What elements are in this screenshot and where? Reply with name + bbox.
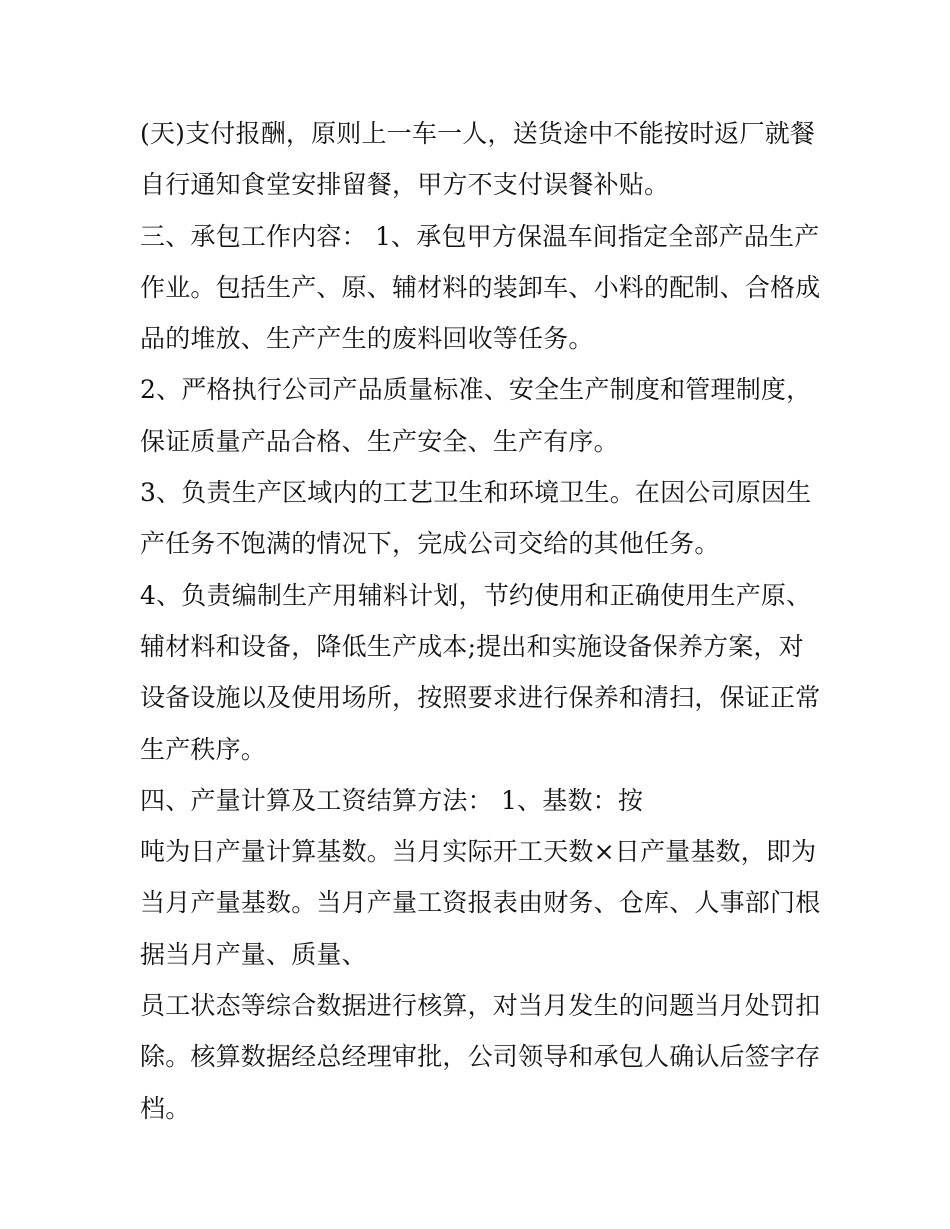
document-body xyxy=(140,108,820,1134)
text-line: 自行通知食堂安排留餐，甲方不支付误餐补贴。 xyxy=(140,170,670,200)
text-line: 2、严格执行公司产品质量标准、安全生产制度和管理制度， xyxy=(140,375,812,405)
text-line: 产任务不饱满的情况下，完成公司交给的其他任务。 xyxy=(140,529,720,559)
text-line: 3、负责生产区域内的工艺卫生和环境卫生。在因公司原因生 xyxy=(140,478,812,508)
text-line: 除。核算数据经总经理审批，公司领导和承包人确认后签字存 xyxy=(140,1042,821,1072)
text-line: 作业。包括生产、原、辅材料的装卸车、小料的配制、合格成 xyxy=(140,272,821,302)
section-heading-line: 四、产量计算及工资结算方法： 1、基数：按 xyxy=(140,785,644,815)
text-line: 员工状态等综合数据进行核算，对当月发生的问题当月处罚扣 xyxy=(140,991,821,1021)
text-line: 4、负责编制生产用辅料计划，节约使用和正确使用生产原、 xyxy=(140,580,812,610)
text-line: 保证质量产品合格、生产安全、生产有序。 xyxy=(140,426,619,456)
text-line: 当月产量基数。当月产量工资报表由财务、仓库、人事部门根 xyxy=(140,888,821,918)
text-line: (天)支付报酬，原则上一车一人，送货途中不能按时返厂就餐 xyxy=(140,119,816,148)
section-heading-line: 三、承包工作内容： 1、承包甲方保温车间指定全部产品生产 xyxy=(140,221,820,251)
text-line: 辅材料和设备，降低生产成本;提出和实施设备保养方案，对 xyxy=(140,631,804,661)
text-line: 设备设施以及使用场所，按照要求进行保养和清扫，保证正常 xyxy=(140,683,821,713)
text-line: 生产秩序。 xyxy=(140,734,267,764)
text-line: 吨为日产量计算基数。当月实际开工天数×日产量基数，即为 xyxy=(140,837,817,867)
text-line: 据当月产量、质量、 xyxy=(140,939,367,969)
text-line: 品的堆放、生产产生的废料回收等任务。 xyxy=(140,324,594,354)
text-line: 档。 xyxy=(140,1093,191,1123)
